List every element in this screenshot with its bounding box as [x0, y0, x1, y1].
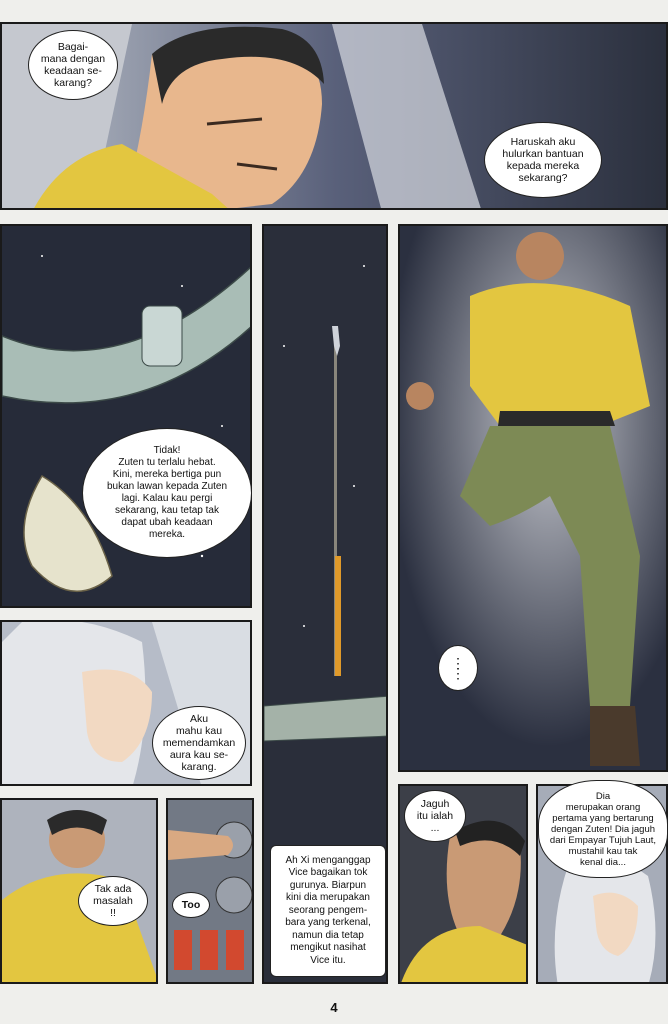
panel-7-button	[166, 798, 254, 984]
speech-bubble-p1-right: Haruskah aku hulurkan bantuan kepada mereka sekarang?	[484, 122, 602, 198]
panel-4-art	[400, 226, 668, 772]
speech-bubble-p1-left: Bagai- mana dengan keadaan se- karang?	[28, 30, 118, 100]
speech-bubble-p6-ok: Tak ada masalah !!	[78, 876, 148, 926]
hero-yellow-shirt	[470, 283, 650, 426]
red-switch	[174, 930, 192, 970]
panel-2-space	[0, 224, 252, 608]
panel-4-hero	[398, 224, 668, 772]
energy-beam	[335, 556, 341, 676]
sound-effect-p7: Too	[172, 892, 210, 918]
speech-bubble-p10-dia: Dia merupakan orang pertama yang bertarung dengan Zuten! Dia jaguh dari Empayar Tujuh Laut, mustahil kau tak kenal dia...	[538, 780, 668, 878]
page-number: 4	[330, 1000, 338, 1015]
panel-7-art	[168, 800, 254, 984]
speech-bubble-p9-jaguh: Jaguh itu ialah ...	[404, 790, 466, 842]
speech-bubble-p5-aura: Aku mahu kau memendamkan aura kau se- karang.	[152, 706, 246, 780]
speech-bubble-p4-silence: ⋮ ⋮	[438, 645, 478, 691]
hero-head	[516, 232, 564, 280]
narration-caption-p8: Ah Xi menganggap Vice bagaikan tok gurunya. Biarpun kini dia merupakan seorang pengem- bara yang terkenal, namun dia tetap mengikut nasihat Vice itu.	[270, 845, 386, 977]
speech-bubble-p2-warning: Tidak! Zuten tu terlalu hebat. Kini, mereka bertiga pun bukan lawan kepada Zuten lagi. Kalau kau pergi sekarang, kau tetap tak dapat ubah keadaan mereka.	[82, 428, 252, 558]
